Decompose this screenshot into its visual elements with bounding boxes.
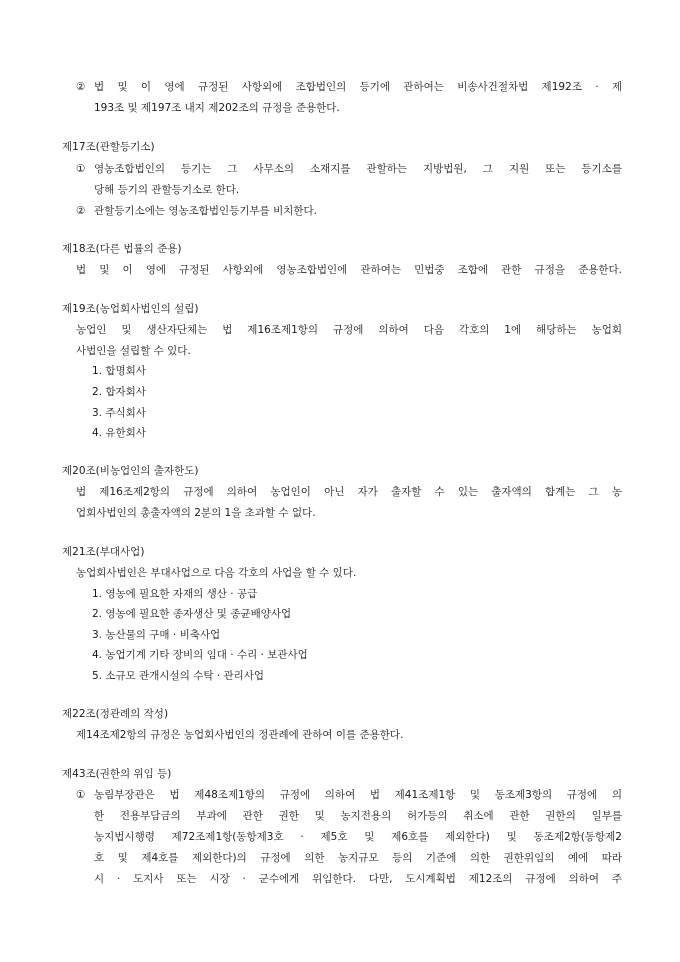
- article-heading: 제18조(다른 법률의 준용): [62, 243, 182, 255]
- paragraph-line: 시 · 도지사 또는 시장 · 군수에게 위임한다. 다만, 도시계획법 제12조의 규정에 의하여 주: [94, 873, 622, 885]
- article-heading: 제17조(관할등기소): [62, 141, 155, 153]
- paragraph-line: 법 제16조제2항의 규정에 의하여 농업인이 아닌 자가 출자할 수 있는 출자액의 합계는 그 농: [76, 486, 622, 498]
- article-heading: 제22조(정관례의 작성): [62, 708, 169, 720]
- paragraph-line: 관할등기소에는 영농조합법인등기부를 비치한다.: [94, 205, 318, 217]
- list-item: 5. 소규모 관개시설의 수탁 · 관리사업: [92, 670, 265, 682]
- paragraph-line: 당해 등기의 관할등기소로 한다.: [94, 184, 240, 196]
- paragraph-line: 농업인 및 생산자단체는 법 제16조제1항의 규정에 의하여 다음 각호의 1에 해당하는 농업회: [76, 324, 622, 336]
- paragraph-line: 사법인을 설립할 수 있다.: [76, 345, 191, 357]
- paragraph-line: 193조 및 제197조 내지 제202조의 규정을 준용한다.: [94, 102, 340, 114]
- paragraph-line: 영농조합법인의 등기는 그 사무소의 소재지를 관할하는 지방법원, 그 지원 또는 등기소를: [94, 163, 622, 175]
- paragraph-line: 호 및 제4호를 제외한다)의 규정에 의한 농지규모 등의 기준에 의한 권한위임의 예에 따라: [94, 852, 622, 864]
- list-item: 2. 영농에 필요한 종자생산 및 종균배양사업: [92, 608, 292, 620]
- item-marker: ①: [76, 163, 86, 175]
- paragraph-line: 한 전용부담금의 부과에 관한 권한 및 농지전용의 허가등의 취소에 관한 권한의 일부를: [94, 810, 622, 822]
- article-heading: 제21조(부대사업): [62, 546, 145, 558]
- list-item: 3. 농산물의 구매 · 비축사업: [92, 629, 221, 641]
- list-item: 1. 영농에 필요한 자재의 생산 · 공급: [92, 588, 258, 600]
- paragraph-line: 법 및 이 영에 규정된 사항외에 조합법인의 등기에 관하여는 비송사건절차법 제192조 · 제: [94, 81, 622, 93]
- list-item: 1. 합명회사: [92, 365, 146, 377]
- list-item: 2. 합자회사: [92, 386, 146, 398]
- paragraph-line: 농업회사법인은 부대사업으로 다음 각호의 사업을 할 수 있다.: [76, 567, 357, 579]
- article-heading: 제19조(농업회사법인의 설립): [62, 303, 199, 315]
- paragraph-line: 농림부장관은 법 제48조제1항의 규정에 의하여 법 제41조제1항 및 동조제3항의 규정에 의: [94, 789, 622, 801]
- item-marker: ②: [76, 205, 86, 217]
- paragraph-line: 제14조제2항의 규정은 농업회사법인의 정관례에 관하여 이를 준용한다.: [76, 729, 404, 741]
- paragraph-line: 농지법시행령 제72조제1항(동항제3호 · 제5호 및 제6호를 제외한다) 및 동조제2항(동항제2: [94, 831, 622, 843]
- list-item: 4. 유한회사: [92, 427, 146, 439]
- article-heading: 제43조(권한의 위임 등): [62, 768, 172, 780]
- paragraph-line: 법 및 이 영에 규정된 사항외에 영농조합법인에 관하여는 민법중 조합에 관한 규정을 준용한다.: [76, 264, 622, 276]
- paragraph-line: 업회사법인의 총출자액의 2분의 1을 초과할 수 없다.: [76, 507, 316, 519]
- article-heading: 제20조(비농업인의 출자한도): [62, 465, 199, 477]
- item-marker: ②: [76, 81, 86, 93]
- list-item: 4. 농업기계 기타 장비의 임대 · 수리 · 보관사업: [92, 649, 308, 661]
- item-marker: ①: [76, 789, 86, 801]
- list-item: 3. 주식회사: [92, 407, 146, 419]
